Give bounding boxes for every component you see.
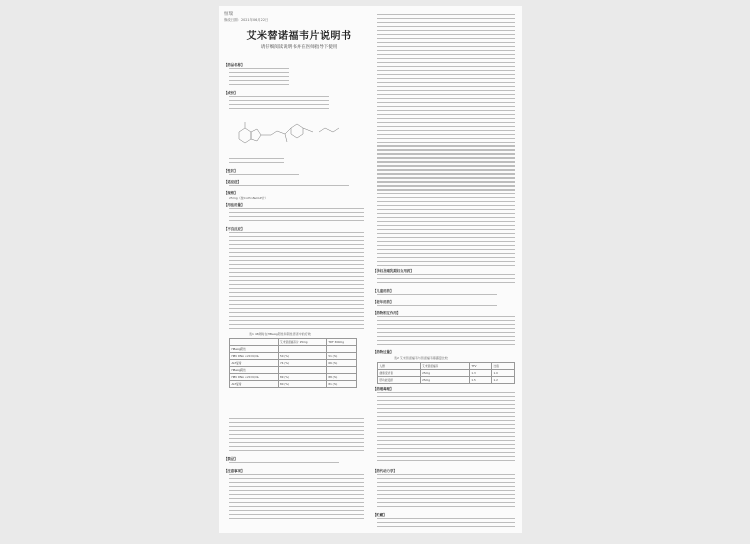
section-pharmacology-heading: 【药理毒理】: [373, 387, 394, 391]
table-header-row: [230, 339, 357, 346]
table-cell: [278, 346, 326, 353]
table-header-cell: TFV: [469, 363, 491, 370]
section-usage-heading: 【用法用量】: [224, 203, 245, 207]
efficacy-table: [229, 338, 357, 388]
table-cell: HBV DNA <20 IU/mL: [230, 374, 279, 381]
table-cell: 80 (%): [278, 381, 326, 388]
table-header-cell: [230, 339, 279, 346]
table-cell: 51 (%): [326, 353, 356, 360]
revision-date: 修改日期：2021年06月22日: [224, 18, 269, 22]
section-precautions-text: [229, 474, 364, 522]
table-cell: HBV DNA <20 IU/mL: [230, 353, 279, 360]
table-header-cell: 艾米替诺福韦片 25mg: [278, 339, 326, 346]
table-header-cell: 比值: [492, 363, 515, 370]
section-pk-text: [377, 474, 515, 510]
table-cell: 25mg: [420, 377, 469, 384]
warning-line: 请仔细阅读说明书并在医师指导下使用: [260, 45, 338, 50]
table1-title: 表1 48周时在HBeAg阳性和阴性患者中的疗效: [249, 332, 311, 336]
section-usage-text: [229, 208, 364, 224]
table-cell: ALT复常: [230, 381, 279, 388]
table-cell: 50 (%): [278, 353, 326, 360]
table-cell: [278, 367, 326, 374]
table-cell: HBeAg阳性: [230, 346, 279, 353]
table-row: [230, 381, 357, 388]
table-cell: 66 (%): [326, 360, 356, 367]
package-insert-sheet: [219, 6, 522, 533]
table-cell: 74 (%): [278, 360, 326, 367]
section-precautions-heading: 【注意事项】: [224, 469, 245, 473]
section-pregnancy-text: [377, 274, 515, 286]
table-row: [230, 367, 357, 374]
section-spec-heading: 【规格】: [224, 191, 238, 195]
table-header-cell: 艾米替诺福韦: [420, 363, 469, 370]
section-children-heading: 【儿童用药】: [373, 289, 394, 293]
molecular-formula-lines: [229, 158, 284, 166]
table-cell: 肝功能受损: [378, 377, 421, 384]
table-row: [230, 346, 357, 353]
section-indications-text: [229, 185, 349, 189]
section-pharmacology-text: [377, 392, 515, 464]
table-row: [230, 374, 357, 381]
section-composition-heading: 【成份】: [224, 91, 238, 95]
table-header-cell: 人群: [378, 363, 421, 370]
chemical-structure-image: [229, 112, 349, 156]
adverse-text-continued: [229, 418, 364, 454]
section-adverse-heading: 【不良反应】: [224, 227, 245, 231]
section-interaction-heading: 【药物相互作用】: [373, 311, 401, 315]
table-cell: 1.2: [492, 377, 515, 384]
document-title: 艾米替诺福韦片说明书: [246, 31, 352, 42]
spec-text: 25mg（按C₂₂H₂₉N₆O₅P计）: [229, 196, 268, 200]
table-row: [378, 377, 515, 384]
section-pk-heading: 【药代动力学】: [373, 469, 397, 473]
table-cell: [326, 367, 356, 374]
section-children-text: [377, 294, 497, 298]
brand-logo: 恒瑞: [224, 12, 233, 17]
section-name-heading: 【药品名称】: [224, 63, 245, 67]
table-cell: [326, 346, 356, 353]
table-cell: 89 (%): [278, 374, 326, 381]
table-row: [230, 360, 357, 367]
exposure-table: [377, 362, 515, 384]
section-character-text: [229, 174, 299, 178]
section-pregnancy-heading: 【孕妇及哺乳期妇女用药】: [373, 269, 414, 273]
table2-title: 表2 艾米替诺福韦与替诺福韦暴露量比较: [394, 356, 448, 360]
table-cell: HBeAg阴性: [230, 367, 279, 374]
table-cell: ALT复常: [230, 360, 279, 367]
table-cell: 25mg: [420, 370, 469, 377]
section-storage-text: [377, 518, 515, 530]
table-cell: 1.0: [492, 370, 515, 377]
table-cell: 健康受试者: [378, 370, 421, 377]
table-cell: 81 (%): [326, 381, 356, 388]
section-character-heading: 【性状】: [224, 169, 238, 173]
section-overdose-heading: 【药物过量】: [373, 350, 394, 354]
section-elderly-text: [377, 305, 497, 309]
table-header-row: [378, 363, 515, 370]
table-cell: 88 (%): [326, 374, 356, 381]
section-storage-heading: 【贮藏】: [373, 513, 387, 517]
table-row: [378, 370, 515, 377]
table-cell: 1.5: [469, 377, 491, 384]
table-row: [230, 353, 357, 360]
section-elderly-heading: 【老年用药】: [373, 300, 394, 304]
table-header-cell: TDF 300mg: [326, 339, 356, 346]
section-interaction-text: [377, 316, 515, 348]
section-contra-heading: 【禁忌】: [224, 457, 238, 461]
section-name-text: [229, 68, 289, 88]
table-cell: 1.3: [469, 370, 491, 377]
right-column-intro-text: [377, 14, 515, 269]
section-adverse-text: [229, 232, 364, 332]
section-contra-text: [229, 462, 339, 466]
section-indications-heading: 【适应症】: [224, 180, 241, 184]
section-composition-text: [229, 96, 329, 112]
